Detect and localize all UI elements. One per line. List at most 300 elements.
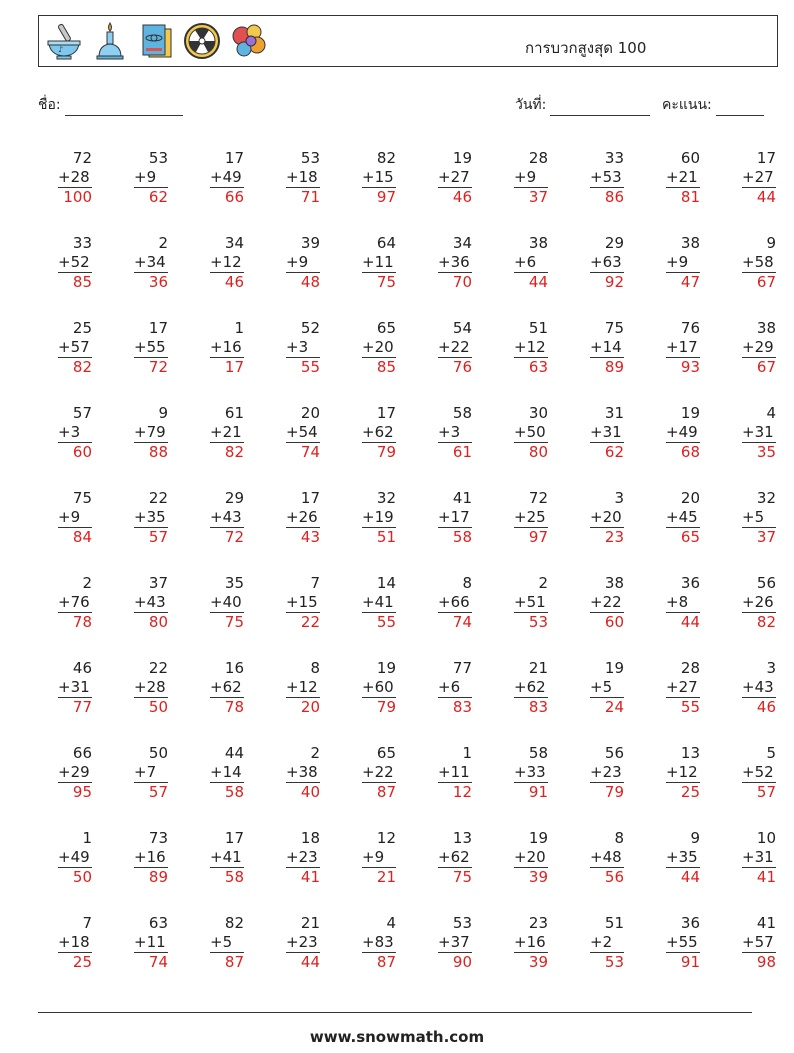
addend-bottom: +9 [666, 253, 700, 273]
addend-top: 2 [310, 744, 320, 762]
addend-bottom: +23 [590, 763, 624, 783]
addend-bottom: +63 [590, 253, 624, 273]
addition-problem [742, 829, 776, 887]
addend-top: 51 [528, 319, 548, 337]
addend-bottom: +62 [514, 678, 548, 698]
answer: 84 [72, 528, 92, 546]
addend-bottom: +9 [134, 168, 168, 188]
answer: 80 [148, 613, 168, 631]
addition-problem [438, 574, 472, 632]
answer: 58 [224, 868, 244, 886]
addend-bottom: +9 [362, 848, 396, 868]
answer: 50 [148, 698, 168, 716]
addend-top: 17 [300, 489, 320, 507]
addend-top: 19 [680, 404, 700, 422]
score-label: คะแนน: [662, 97, 712, 113]
addition-problem [362, 489, 396, 547]
answer: 75 [376, 273, 396, 291]
addition-problem [58, 574, 92, 632]
answer: 79 [376, 698, 396, 716]
addend-top: 41 [452, 489, 472, 507]
answer: 39 [528, 868, 548, 886]
addition-problem [134, 404, 168, 462]
addend-top: 4 [766, 404, 776, 422]
addition-problem [438, 914, 472, 972]
addend-bottom: +49 [210, 168, 244, 188]
addend-bottom: +45 [666, 508, 700, 528]
addend-top: 35 [224, 574, 244, 592]
addition-problem [514, 829, 548, 887]
answer: 65 [680, 528, 700, 546]
addition-problem [134, 319, 168, 377]
addend-bottom: +43 [742, 678, 776, 698]
addition-problem [362, 404, 396, 462]
addition-problem [134, 744, 168, 802]
addend-top: 10 [756, 829, 776, 847]
addend-top: 56 [756, 574, 776, 592]
addition-problem [210, 914, 244, 972]
svg-text:♪: ♪ [58, 45, 64, 54]
date-blank-line [550, 101, 650, 116]
addend-top: 19 [528, 829, 548, 847]
name-label: ชื่อ: [38, 97, 61, 113]
addition-problem [286, 829, 320, 887]
addend-bottom: +6 [438, 678, 472, 698]
addend-top: 1 [462, 744, 472, 762]
answer: 63 [528, 358, 548, 376]
addend-top: 77 [452, 659, 472, 677]
addition-problem [362, 914, 396, 972]
answer: 87 [376, 783, 396, 801]
addend-bottom: +52 [58, 253, 92, 273]
addend-top: 17 [148, 319, 168, 337]
addition-problem [590, 234, 624, 292]
addend-bottom: +27 [666, 678, 700, 698]
answer: 23 [604, 528, 624, 546]
addend-bottom: +9 [286, 253, 320, 273]
addition-problem [210, 234, 244, 292]
answer: 67 [756, 273, 776, 291]
answer: 88 [148, 443, 168, 461]
addend-top: 7 [82, 914, 92, 932]
addend-top: 50 [148, 744, 168, 762]
answer: 55 [300, 358, 320, 376]
addend-top: 17 [224, 149, 244, 167]
addition-problem [590, 744, 624, 802]
addend-top: 17 [756, 149, 776, 167]
addend-bottom: +18 [286, 168, 320, 188]
addend-top: 19 [376, 659, 396, 677]
addend-top: 39 [300, 234, 320, 252]
addend-bottom: +14 [590, 338, 624, 358]
addend-bottom: +57 [742, 933, 776, 953]
answer: 12 [452, 783, 472, 801]
addition-problem [362, 744, 396, 802]
answer: 98 [756, 953, 776, 971]
addend-top: 44 [224, 744, 244, 762]
addend-top: 2 [538, 574, 548, 592]
answer: 57 [756, 783, 776, 801]
addend-bottom: +11 [134, 933, 168, 953]
answer: 60 [604, 613, 624, 631]
answer: 89 [148, 868, 168, 886]
addition-problem [590, 914, 624, 972]
answer: 51 [376, 528, 396, 546]
addend-top: 3 [614, 489, 624, 507]
addend-top: 54 [452, 319, 472, 337]
addend-bottom: +5 [210, 933, 244, 953]
answer: 78 [72, 613, 92, 631]
addend-top: 53 [300, 149, 320, 167]
addend-bottom: +31 [742, 848, 776, 868]
answer: 20 [300, 698, 320, 716]
addition-problem [590, 659, 624, 717]
addition-problem [742, 744, 776, 802]
addition-problem [666, 489, 700, 547]
bunsen-burner-icon [91, 21, 129, 61]
addend-top: 17 [224, 829, 244, 847]
addition-problem [134, 659, 168, 717]
answer: 44 [680, 613, 700, 631]
addend-bottom: +62 [362, 423, 396, 443]
addend-top: 36 [680, 574, 700, 592]
radiation-icon [183, 21, 221, 61]
answer: 82 [224, 443, 244, 461]
addition-problem [666, 659, 700, 717]
answer: 92 [604, 273, 624, 291]
addend-bottom: +19 [362, 508, 396, 528]
addend-top: 37 [148, 574, 168, 592]
addend-bottom: +11 [438, 763, 472, 783]
addend-bottom: +40 [210, 593, 244, 613]
addend-top: 19 [604, 659, 624, 677]
addition-problem [362, 149, 396, 207]
answer: 37 [528, 188, 548, 206]
answer: 82 [756, 613, 776, 631]
answer: 44 [300, 953, 320, 971]
addend-top: 19 [452, 149, 472, 167]
answer: 56 [604, 868, 624, 886]
addend-bottom: +20 [362, 338, 396, 358]
addition-problem [590, 829, 624, 887]
addition-problem [590, 149, 624, 207]
addition-problem [514, 574, 548, 632]
answer: 78 [224, 698, 244, 716]
addend-bottom: +3 [438, 423, 472, 443]
addend-top: 36 [680, 914, 700, 932]
answer: 68 [680, 443, 700, 461]
addition-problem [58, 319, 92, 377]
addend-bottom: +5 [742, 508, 776, 528]
addition-problem [438, 149, 472, 207]
addend-top: 21 [528, 659, 548, 677]
addend-top: 22 [148, 659, 168, 677]
addition-problem [362, 829, 396, 887]
answer: 97 [528, 528, 548, 546]
addition-problem [58, 659, 92, 717]
addition-problem [666, 404, 700, 462]
addend-bottom: +15 [362, 168, 396, 188]
addend-top: 51 [604, 914, 624, 932]
answer: 58 [224, 783, 244, 801]
addend-top: 31 [604, 404, 624, 422]
addend-top: 8 [310, 659, 320, 677]
addition-problem [362, 659, 396, 717]
addend-bottom: +31 [58, 678, 92, 698]
addend-bottom: +52 [742, 763, 776, 783]
addition-problem [438, 404, 472, 462]
addend-top: 53 [452, 914, 472, 932]
addition-problem [210, 404, 244, 462]
addend-top: 23 [528, 914, 548, 932]
addend-bottom: +50 [514, 423, 548, 443]
addend-top: 8 [462, 574, 472, 592]
addition-problem [742, 404, 776, 462]
answer: 46 [452, 188, 472, 206]
addend-top: 12 [376, 829, 396, 847]
addend-top: 75 [604, 319, 624, 337]
answer: 36 [148, 273, 168, 291]
addition-problem [286, 489, 320, 547]
addend-top: 9 [690, 829, 700, 847]
addend-bottom: +23 [286, 848, 320, 868]
addend-top: 58 [452, 404, 472, 422]
answer: 41 [756, 868, 776, 886]
addend-bottom: +3 [286, 338, 320, 358]
addition-problem [286, 234, 320, 292]
addend-top: 16 [224, 659, 244, 677]
addition-problem [58, 829, 92, 887]
date-field [515, 94, 650, 116]
addition-problem [438, 489, 472, 547]
mortar-pestle-icon [45, 21, 83, 61]
answer: 85 [72, 273, 92, 291]
addend-top: 72 [528, 489, 548, 507]
answer: 17 [224, 358, 244, 376]
answer: 43 [300, 528, 320, 546]
addition-problem [438, 234, 472, 292]
answer: 86 [604, 188, 624, 206]
addition-problem [58, 404, 92, 462]
answer: 47 [680, 273, 700, 291]
addend-top: 34 [224, 234, 244, 252]
addend-bottom: +38 [286, 763, 320, 783]
answer: 50 [72, 868, 92, 886]
addend-bottom: +9 [58, 508, 92, 528]
addition-problem [438, 744, 472, 802]
addition-problem [286, 914, 320, 972]
addition-problem [666, 234, 700, 292]
addend-bottom: +22 [590, 593, 624, 613]
addition-problem [286, 149, 320, 207]
addend-top: 20 [300, 404, 320, 422]
addition-problem [134, 574, 168, 632]
addend-bottom: +17 [438, 508, 472, 528]
answer: 71 [300, 188, 320, 206]
answer: 81 [680, 188, 700, 206]
addend-bottom: +49 [58, 848, 92, 868]
addition-problem [58, 914, 92, 972]
answer: 44 [680, 868, 700, 886]
worksheet-title: การบวกสูงสุด 100 [525, 39, 647, 57]
addend-bottom: +12 [666, 763, 700, 783]
footer-divider [38, 1012, 752, 1013]
answer: 83 [528, 698, 548, 716]
addition-problem [134, 489, 168, 547]
answer: 77 [72, 698, 92, 716]
answer: 85 [376, 358, 396, 376]
addend-bottom: +16 [210, 338, 244, 358]
answer: 87 [376, 953, 396, 971]
addition-problem [514, 489, 548, 547]
addend-top: 73 [148, 829, 168, 847]
answer: 21 [376, 868, 396, 886]
answer: 60 [72, 443, 92, 461]
addend-top: 14 [376, 574, 396, 592]
addend-bottom: +27 [742, 168, 776, 188]
addend-bottom: +29 [742, 338, 776, 358]
addition-problem [742, 234, 776, 292]
addend-bottom: +7 [134, 763, 168, 783]
footer-website: www.snowmath.com [309, 1028, 485, 1046]
answer: 90 [452, 953, 472, 971]
addition-problem [514, 744, 548, 802]
addition-problem [514, 319, 548, 377]
answer: 25 [72, 953, 92, 971]
addition-problem [590, 319, 624, 377]
answer: 80 [528, 443, 548, 461]
addition-problem [590, 574, 624, 632]
addend-bottom: +48 [590, 848, 624, 868]
answer: 55 [680, 698, 700, 716]
addend-bottom: +15 [286, 593, 320, 613]
addition-problem [210, 489, 244, 547]
addition-problem [590, 404, 624, 462]
addend-bottom: +53 [590, 168, 624, 188]
addend-bottom: +6 [514, 253, 548, 273]
addend-bottom: +41 [362, 593, 396, 613]
addend-bottom: +33 [514, 763, 548, 783]
score-field [662, 94, 764, 116]
answer: 37 [756, 528, 776, 546]
addend-bottom: +54 [286, 423, 320, 443]
addition-problem [590, 489, 624, 547]
addend-bottom: +21 [210, 423, 244, 443]
answer: 97 [376, 188, 396, 206]
addend-top: 25 [72, 319, 92, 337]
addend-bottom: +37 [438, 933, 472, 953]
addend-bottom: +35 [134, 508, 168, 528]
answer: 87 [224, 953, 244, 971]
addend-top: 38 [528, 234, 548, 252]
addend-top: 1 [234, 319, 244, 337]
addend-bottom: +55 [134, 338, 168, 358]
answer: 53 [528, 613, 548, 631]
addend-bottom: +31 [742, 423, 776, 443]
addend-top: 53 [148, 149, 168, 167]
answer: 48 [300, 273, 320, 291]
addition-problem [438, 319, 472, 377]
addition-problem [58, 489, 92, 547]
answer: 100 [63, 188, 92, 206]
addend-top: 33 [72, 234, 92, 252]
addition-problem [742, 659, 776, 717]
addition-problem [286, 574, 320, 632]
date-label: วันที่: [515, 97, 547, 113]
addition-problem [514, 659, 548, 717]
answer: 75 [224, 613, 244, 631]
addend-top: 29 [604, 234, 624, 252]
addition-problem [514, 914, 548, 972]
addend-top: 28 [528, 149, 548, 167]
addend-top: 61 [224, 404, 244, 422]
answer: 58 [452, 528, 472, 546]
addend-bottom: +22 [362, 763, 396, 783]
addend-bottom: +58 [742, 253, 776, 273]
answer: 75 [452, 868, 472, 886]
addend-top: 52 [300, 319, 320, 337]
addition-problem [134, 914, 168, 972]
addend-top: 2 [82, 574, 92, 592]
addition-problem [438, 829, 472, 887]
addend-bottom: +43 [134, 593, 168, 613]
addition-problem [666, 914, 700, 972]
addition-problem [286, 659, 320, 717]
addend-top: 58 [528, 744, 548, 762]
addition-problem [666, 149, 700, 207]
addend-bottom: +29 [58, 763, 92, 783]
addition-problem [58, 234, 92, 292]
addend-top: 63 [148, 914, 168, 932]
addend-top: 82 [224, 914, 244, 932]
answer: 62 [148, 188, 168, 206]
addend-bottom: +11 [362, 253, 396, 273]
addend-top: 17 [376, 404, 396, 422]
addend-top: 8 [614, 829, 624, 847]
answer: 72 [148, 358, 168, 376]
addend-bottom: +35 [666, 848, 700, 868]
addend-bottom: +66 [438, 593, 472, 613]
addend-bottom: +62 [210, 678, 244, 698]
answer: 44 [528, 273, 548, 291]
answer: 57 [148, 528, 168, 546]
addend-bottom: +79 [134, 423, 168, 443]
addition-problem [362, 574, 396, 632]
addend-top: 7 [310, 574, 320, 592]
answer: 55 [376, 613, 396, 631]
answer: 79 [376, 443, 396, 461]
addend-top: 4 [386, 914, 396, 932]
addend-top: 3 [766, 659, 776, 677]
addition-problem [362, 234, 396, 292]
addend-top: 34 [452, 234, 472, 252]
addend-top: 13 [452, 829, 472, 847]
addend-top: 76 [680, 319, 700, 337]
addition-problem [210, 574, 244, 632]
addition-problem [210, 744, 244, 802]
addend-bottom: +41 [210, 848, 244, 868]
addend-bottom: +43 [210, 508, 244, 528]
addend-top: 29 [224, 489, 244, 507]
addend-top: 22 [148, 489, 168, 507]
worksheet-header [38, 15, 778, 67]
addition-problem [438, 659, 472, 717]
addition-problem [742, 489, 776, 547]
addend-top: 28 [680, 659, 700, 677]
addend-top: 1 [82, 829, 92, 847]
answer: 46 [756, 698, 776, 716]
addition-problem [210, 319, 244, 377]
